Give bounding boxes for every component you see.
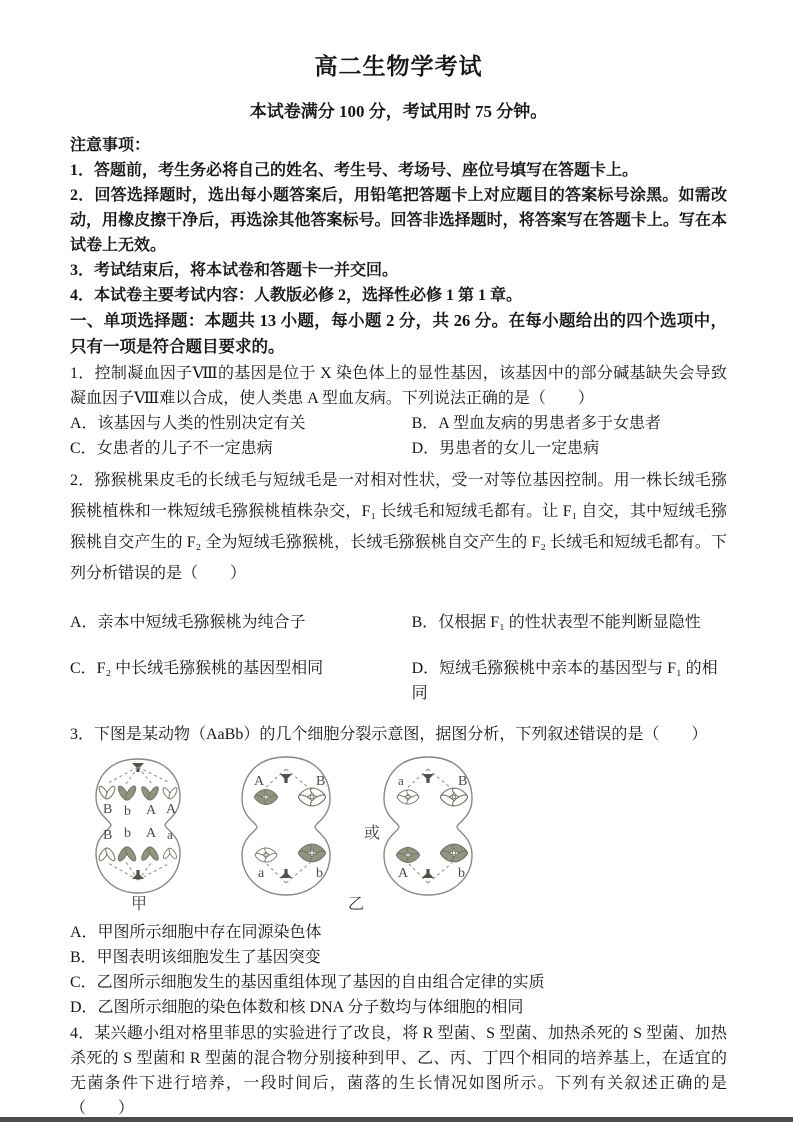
notice-section <box>70 133 727 308</box>
question-2-option-b: B．仅根据 F₁ 的性状表型不能判断显隐性 <box>411 614 701 631</box>
page-title: 高二生物学考试 <box>314 54 483 79</box>
question-3-option-c: C．乙图所示细胞发生的基因重组体现了基因的自由组合定律的实质 <box>70 974 545 991</box>
page-bottom-edge <box>0 1117 793 1122</box>
yi-left-bottom-letter-2: b <box>316 866 323 881</box>
question-3-option-a: A．甲图所示细胞中存在同源染色体 <box>70 924 322 941</box>
notice-item-4: 4．本试卷主要考试内容：人教版必修 2，选择性必修 1 第 1 章。 <box>70 287 523 304</box>
jia-top-letter-2: b <box>124 804 131 819</box>
cell-jia <box>96 759 180 911</box>
question-2-option-c: C．F₂ 中长绒毛猕猴桃的基因型相同 <box>70 660 324 677</box>
question-3-options <box>70 920 727 1020</box>
question-4-stem: 4．某兴趣小组对格里菲思的实验进行了改良，将 R 型菌、S 型菌、加热杀死的 S 型菌、加热杀死的 S 型菌和 R 型菌的混合物分别接种到甲、乙、丙、丁四个相同的培养基上，在适宜的无菌条件下进行培养，一段时间后，菌落的生长情况如图所示。下列有关叙述正确的是（ ） <box>70 1025 727 1117</box>
question-1-options <box>70 411 727 461</box>
yi-right-top-letter-1: a <box>398 773 404 788</box>
question-1-option-c: C．女患者的儿子不一定患病 <box>70 440 273 457</box>
section-heading: 一、单项选择题：本题共 13 小题，每小题 2 分，共 26 分。在每小题给出的四个选项中，只有一项是符合题目要求的。 <box>70 311 727 356</box>
jia-top-letter-1: B <box>103 802 113 817</box>
yi-left-bottom-letter-1: a <box>258 866 265 881</box>
question-1-option-d: D．男患者的女儿一定患病 <box>411 440 600 457</box>
question-3-option-b: B．甲图表明该细胞发生了基因突变 <box>70 949 321 966</box>
yi-caption: 乙 <box>348 896 365 911</box>
cell-division-diagram <box>76 753 476 911</box>
yi-left-top-letter-2: B <box>316 774 326 789</box>
question-3-option-d: D．乙图所示细胞的染色体数和核 DNA 分子数均与体细胞的相同 <box>70 999 524 1016</box>
question-1 <box>70 361 727 461</box>
question-2-stem: 2．猕猴桃果皮毛的长绒毛与短绒毛是一对相对性状，受一对等位基因控制。用一株长绒毛猕猴桃植株和一株短绒毛猕猴桃植株杂交，F₁ 长绒毛和短绒毛都有。让 F₁ 自交，其中短绒毛猕猴桃自交产生的 F₂ 全为短绒毛猕猴桃，长绒毛猕猴桃自交产生的 F₂ 长绒毛和短绒毛都有。下列分析错误的是（ ） <box>70 472 727 582</box>
notice-heading: 注意事项： <box>70 137 151 154</box>
question-2-option-d: D．短绒毛猕猴桃中亲本的基因型与 F₁ 的相同 <box>411 660 718 702</box>
cell-division-figure <box>76 753 727 916</box>
jia-bottom-letter-2: b <box>124 826 131 841</box>
yi-right-bottom-letter-2: b <box>458 866 465 881</box>
yi-right-bottom-letter-1: A <box>398 866 409 881</box>
question-2-options <box>70 589 727 706</box>
question-1-stem: 1．控制凝血因子Ⅷ的基因是位于 X 染色体上的显性基因，该基因中的部分碱基缺失会导致凝血因子Ⅷ难以合成，使人类患 A 型血友病。下列说法正确的是（ ） <box>70 365 727 407</box>
question-3 <box>70 722 727 1020</box>
yi-right-top-letter-2: B <box>458 774 468 789</box>
jia-top-letter-4: A <box>166 802 177 817</box>
question-2 <box>70 465 727 706</box>
question-2-option-a: A．亲本中短绒毛猕猴桃为纯合子 <box>70 614 306 631</box>
question-1-option-b: B．A 型血友病的男患者多于女患者 <box>411 415 661 432</box>
question-3-stem: 3．下图是某动物（AaBb）的几个细胞分裂示意图，据图分析，下列叙述错误的是（ ） <box>70 726 708 743</box>
notice-item-3: 3．考试结束后，将本试卷和答题卡一并交回。 <box>70 262 399 279</box>
or-text: 或 <box>364 825 381 842</box>
cell-yi-left <box>242 757 330 895</box>
jia-bottom-letter-1: B <box>103 828 113 843</box>
jia-caption: 甲 <box>131 896 148 911</box>
question-1-option-a: A．该基因与人类的性别决定有关 <box>70 415 306 432</box>
jia-top-letter-3: A <box>146 803 157 818</box>
notice-item-2: 2．回答选择题时，选出每小题答案后，用铅笔把答题卡上对应题目的答案标号涂黑。如需改动，用橡皮擦干净后，再选涂其他答案标号。回答非选择题时，将答案写在答题卡上。写在本试卷上无效。 <box>70 187 727 254</box>
jia-bottom-letter-3: A <box>146 826 157 841</box>
cell-yi-right <box>384 757 472 895</box>
yi-left-top-letter-1: A <box>254 774 265 789</box>
notice-item-1: 1．答题前，考生务必将自己的姓名、考生号、考场号、座位号填写在答题卡上。 <box>70 162 639 179</box>
question-4 <box>70 1021 727 1121</box>
exam-subtitle: 本试卷满分 100 分，考试用时 75 分钟。 <box>249 102 548 121</box>
jia-bottom-letter-4: a <box>167 827 173 842</box>
